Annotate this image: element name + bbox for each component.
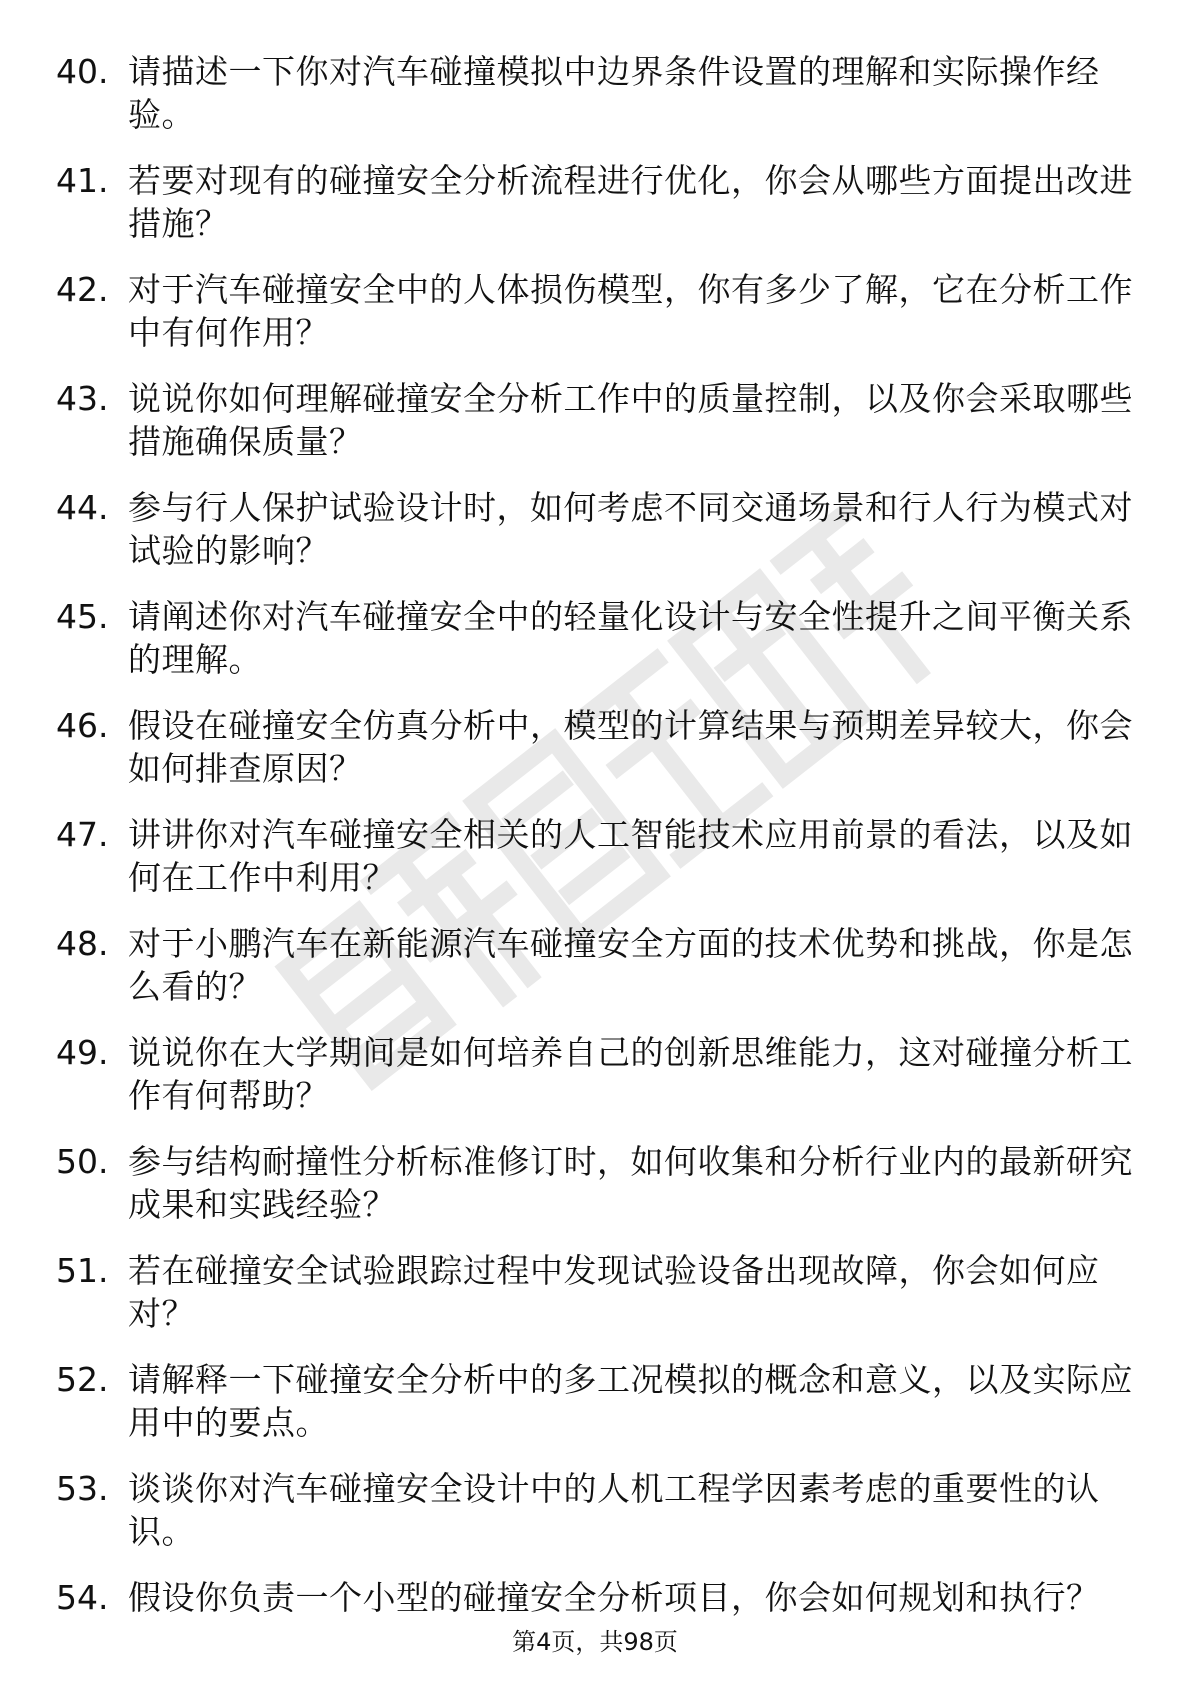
question-number: 48. [56, 924, 109, 963]
interview-question-list [56, 50, 1136, 1642]
question-item-50 [56, 1140, 1136, 1226]
question-number: 52. [56, 1360, 109, 1399]
question-item-54 [56, 1576, 1136, 1619]
question-text: 参与结构耐撞性分析标准修订时，如何收集和分析行业内的最新研究成果和实践经验？ [128, 1142, 1133, 1224]
question-text: 请描述一下你对汽车碰撞模拟中边界条件设置的理解和实际操作经验。 [128, 52, 1100, 134]
question-text: 对于小鹏汽车在新能源汽车碰撞安全方面的技术优势和挑战，你是怎么看的？ [128, 924, 1133, 1006]
question-text: 假设你负责一个小型的碰撞安全分析项目，你会如何规划和执行？ [128, 1578, 1100, 1617]
question-text: 说说你如何理解碰撞安全分析工作中的质量控制，以及你会采取哪些措施确保质量？ [128, 379, 1133, 461]
question-text: 谈谈你对汽车碰撞安全设计中的人机工程学因素考虑的重要性的认识。 [128, 1469, 1100, 1551]
question-number: 54. [56, 1578, 109, 1617]
question-item-53 [56, 1467, 1136, 1553]
question-number: 42. [56, 270, 109, 309]
question-number: 53. [56, 1469, 109, 1508]
question-number: 46. [56, 706, 109, 745]
question-number: 49. [56, 1033, 109, 1072]
question-number: 50. [56, 1142, 109, 1181]
question-number: 44. [56, 488, 109, 527]
question-number: 47. [56, 815, 109, 854]
question-number: 41. [56, 161, 109, 200]
question-text: 假设在碰撞安全仿真分析中，模型的计算结果与预期差异较大，你会如何排查原因？ [128, 706, 1133, 788]
question-item-43 [56, 377, 1136, 463]
question-item-45 [56, 595, 1136, 681]
question-text: 若在碰撞安全试验跟踪过程中发现试验设备出现故障，你会如何应对？ [128, 1251, 1100, 1333]
question-item-46 [56, 704, 1136, 790]
question-text: 说说你在大学期间是如何培养自己的创新思维能力，这对碰撞分析工作有何帮助？ [128, 1033, 1133, 1115]
question-text: 请解释一下碰撞安全分析中的多工况模拟的概念和意义，以及实际应用中的要点。 [128, 1360, 1133, 1442]
question-item-40 [56, 50, 1136, 136]
question-text: 参与行人保护试验设计时，如何考虑不同交通场景和行人行为模式对试验的影响？ [128, 488, 1133, 570]
question-item-41 [56, 159, 1136, 245]
question-item-51 [56, 1249, 1136, 1335]
question-item-52 [56, 1358, 1136, 1444]
page-number-footer: 第4页，共98页 [512, 1628, 678, 1656]
question-number: 40. [56, 52, 109, 91]
question-number: 43. [56, 379, 109, 418]
question-item-44 [56, 486, 1136, 572]
question-item-48 [56, 922, 1136, 1008]
question-text: 请阐述你对汽车碰撞安全中的轻量化设计与安全性提升之间平衡关系的理解。 [128, 597, 1133, 679]
question-number: 45. [56, 597, 109, 636]
question-item-49 [56, 1031, 1136, 1117]
question-text: 若要对现有的碰撞安全分析流程进行优化，你会从哪些方面提出改进措施？ [128, 161, 1133, 243]
question-text: 讲讲你对汽车碰撞安全相关的人工智能技术应用前景的看法，以及如何在工作中利用？ [128, 815, 1133, 897]
question-number: 51. [56, 1251, 109, 1290]
question-text: 对于汽车碰撞安全中的人体损伤模型，你有多少了解，它在分析工作中有何作用？ [128, 270, 1133, 352]
question-item-42 [56, 268, 1136, 354]
question-item-47 [56, 813, 1136, 899]
